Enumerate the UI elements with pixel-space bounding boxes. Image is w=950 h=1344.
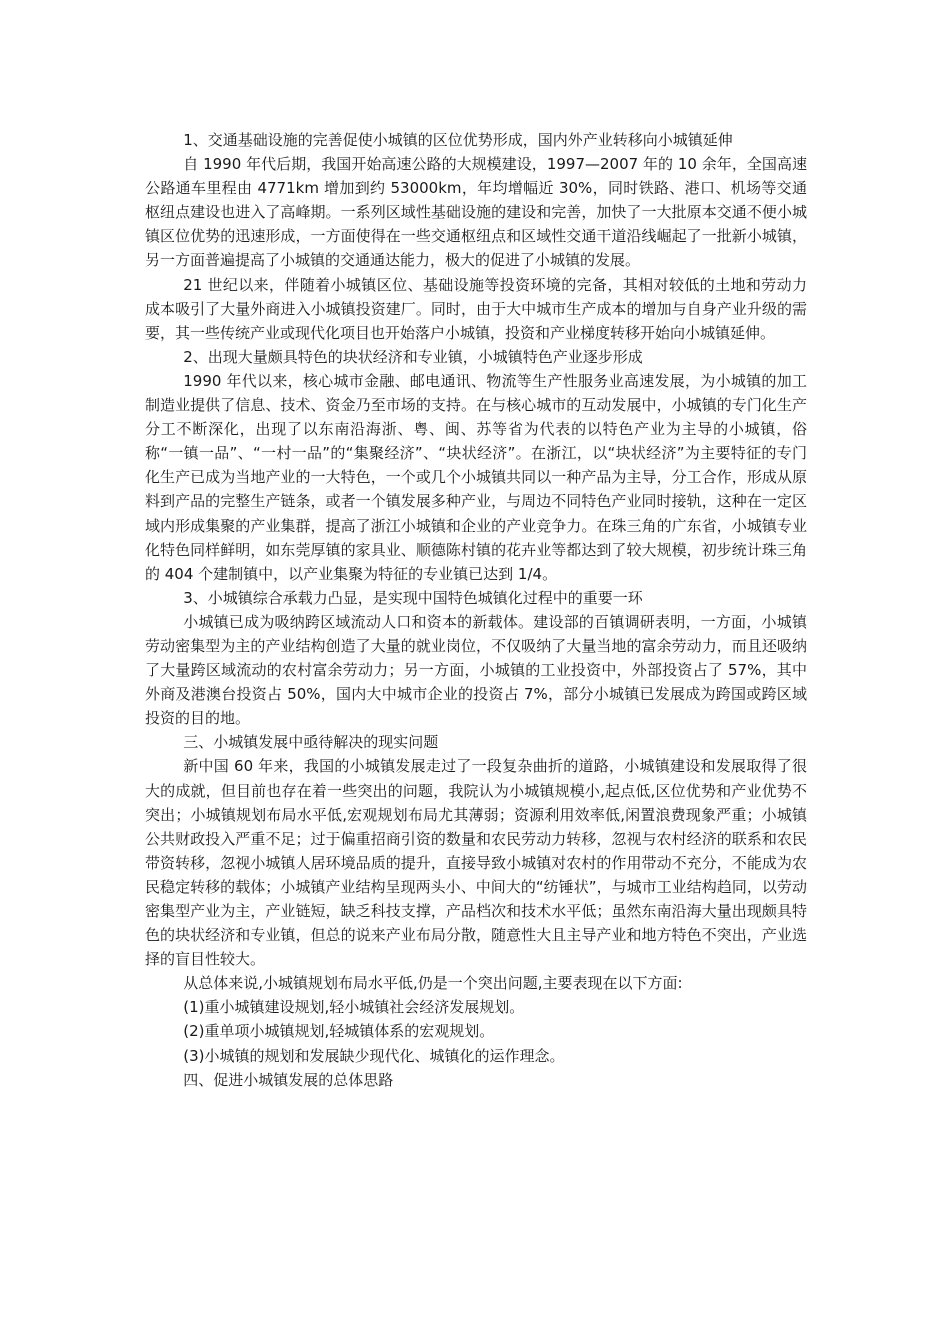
heading-3-capacity: 3、小城镇综合承载力凸显，是实现中国特色城镇化过程中的重要一环 [183, 588, 643, 607]
section-heading-problems: 三、小城镇发展中亟待解决的现实问题 [183, 733, 439, 752]
list-item-2: (2)重单项小城镇规划,轻城镇体系的宏观规划。 [183, 1022, 495, 1041]
heading-1-transport: 1、交通基础设施的完善促使小城镇的区位优势形成，国内外产业转移向小城镇延伸 [183, 131, 733, 149]
heading-2-block-economy: 2、出现大量颇具特色的块状经济和专业镇，小城镇特色产业逐步形成 [183, 347, 643, 366]
paragraph-60-years: 新中国 60 年来，我国的小城镇发展走过了一段复杂曲折的道路，小城镇建设和发展取得了很大的成就，但目前也存在着一些突出的问题，我院认为小城镇规模小,起点低,区位优势和产业优势不突出；小城镇规划布局水平低,宏观规划布局尤其薄弱；资源利用效率低,闲置浪费现象严重；小城镇公共财政投入严重不足；过于偏重招商引资的数量和农民劳动力转移，忽视与农村经济的联系和农民带资转移，忽视小城镇人居环境品质的提升，直接导致小城镇对农村的作用带动不充分，不能成为农民稳定转移的载体；小城镇产业结构呈现两头小、中间大的“纺锤状”，与城市工业结构趋同，以劳动密集型产业为主，产业链短，缺乏科技支撑，产品档次和技术水平低；虽然东南沿海大量出现颇具特色的块状经济和专业镇，但总的说来产业布局分散，随意性大且主导产业和地方特色不突出，产业选择的盲目性较大。 [145, 757, 807, 969]
paragraph-21st-century: 21 世纪以来，伴随着小城镇区位、基础设施等投资环境的完备，其相对较低的土地和劳动力成本吸引了大量外商进入小城镇投资建厂。同时，由于大中城市生产成本的增加与自身产业升级的需要，其一些传统产业或现代化项目也开始落户小城镇，投资和产业梯度转移开始向小城镇延伸。 [145, 275, 807, 342]
paragraph-highway: 自 1990 年代后期，我国开始高速公路的大规模建设，1997—2007 年的 10 余年，全国高速公路通车里程由 4771km 增加到约 53000km，年均增幅近 30%，同时铁路、港口、机场等交通枢纽点建设也进入了高峰期。一系列区域性基础设施的建设和完善，加快了一大批原本交通不便小城镇区位优势的迅速形成，一方面使得在一些交通枢纽点和区域性交通干道沿线崛起了一批新小城镇，另一方面普遍提高了小城镇的交通通达能力，极大的促进了小城镇的发展。 [145, 155, 807, 270]
paragraph-overall: 从总体来说,小城镇规划布局水平低,仍是一个突出问题,主要表现在以下方面: [183, 974, 683, 993]
paragraph-1990s: 1990 年代以来，核心城市金融、邮电通讯、物流等生产性服务业高速发展，为小城镇的加工制造业提供了信息、技术、资金乃至市场的支持。在与核心城市的互动发展中，小城镇的专门化生产分工不断深化，出现了以东南沿海浙、粤、闽、苏等省为代表的以特色产业为主导的小城镇，俗称“一镇一品”、“一村一品”的“集聚经济”、“块状经济”。在浙江，以“块状经济”为主要特征的专门化生产已成为当地产业的一大特色，一个或几个小城镇共同以一种产品为主导，分工合作，形成从原料到产品的完整生产链条，或者一个镇发展多种产业，与周边不同特色产业同时接轨，这种在一定区域内形成集聚的产业集群，提高了浙江小城镇和企业的产业竞争力。在珠三角的广东省，小城镇专业化特色同样鲜明，如东莞厚镇的家具业、顺德陈村镇的花卉业等都达到了较大规模，初步统计珠三角的 404 个建制镇中，以产业集聚为特征的专业镇已达到 1/4。 [145, 371, 807, 583]
paragraph-new-carrier: 小城镇已成为吸纳跨区域流动人口和资本的新载体。建设部的百镇调研表明，一方面，小城镇劳动密集型为主的产业结构创造了大量的就业岗位，不仅吸纳了大量当地的富余劳动力，而且还吸纳了大量跨区域流动的农村富余劳动力；另一方面，小城镇的工业投资中，外部投资占了 57%，其中外商及港澳台投资占 50%，国内大中城市企业的投资占 7%，部分小城镇已发展成为跨国或跨区域投资的目的地。 [145, 612, 807, 728]
list-item-1: (1)重小城镇建设规划,轻小城镇社会经济发展规划。 [183, 998, 525, 1017]
list-item-3: (3)小城镇的规划和发展缺少现代化、城镇化的运作理念。 [183, 1046, 565, 1065]
document-body [145, 128, 807, 1092]
section-heading-ideas: 四、促进小城镇发展的总体思路 [183, 1070, 394, 1089]
